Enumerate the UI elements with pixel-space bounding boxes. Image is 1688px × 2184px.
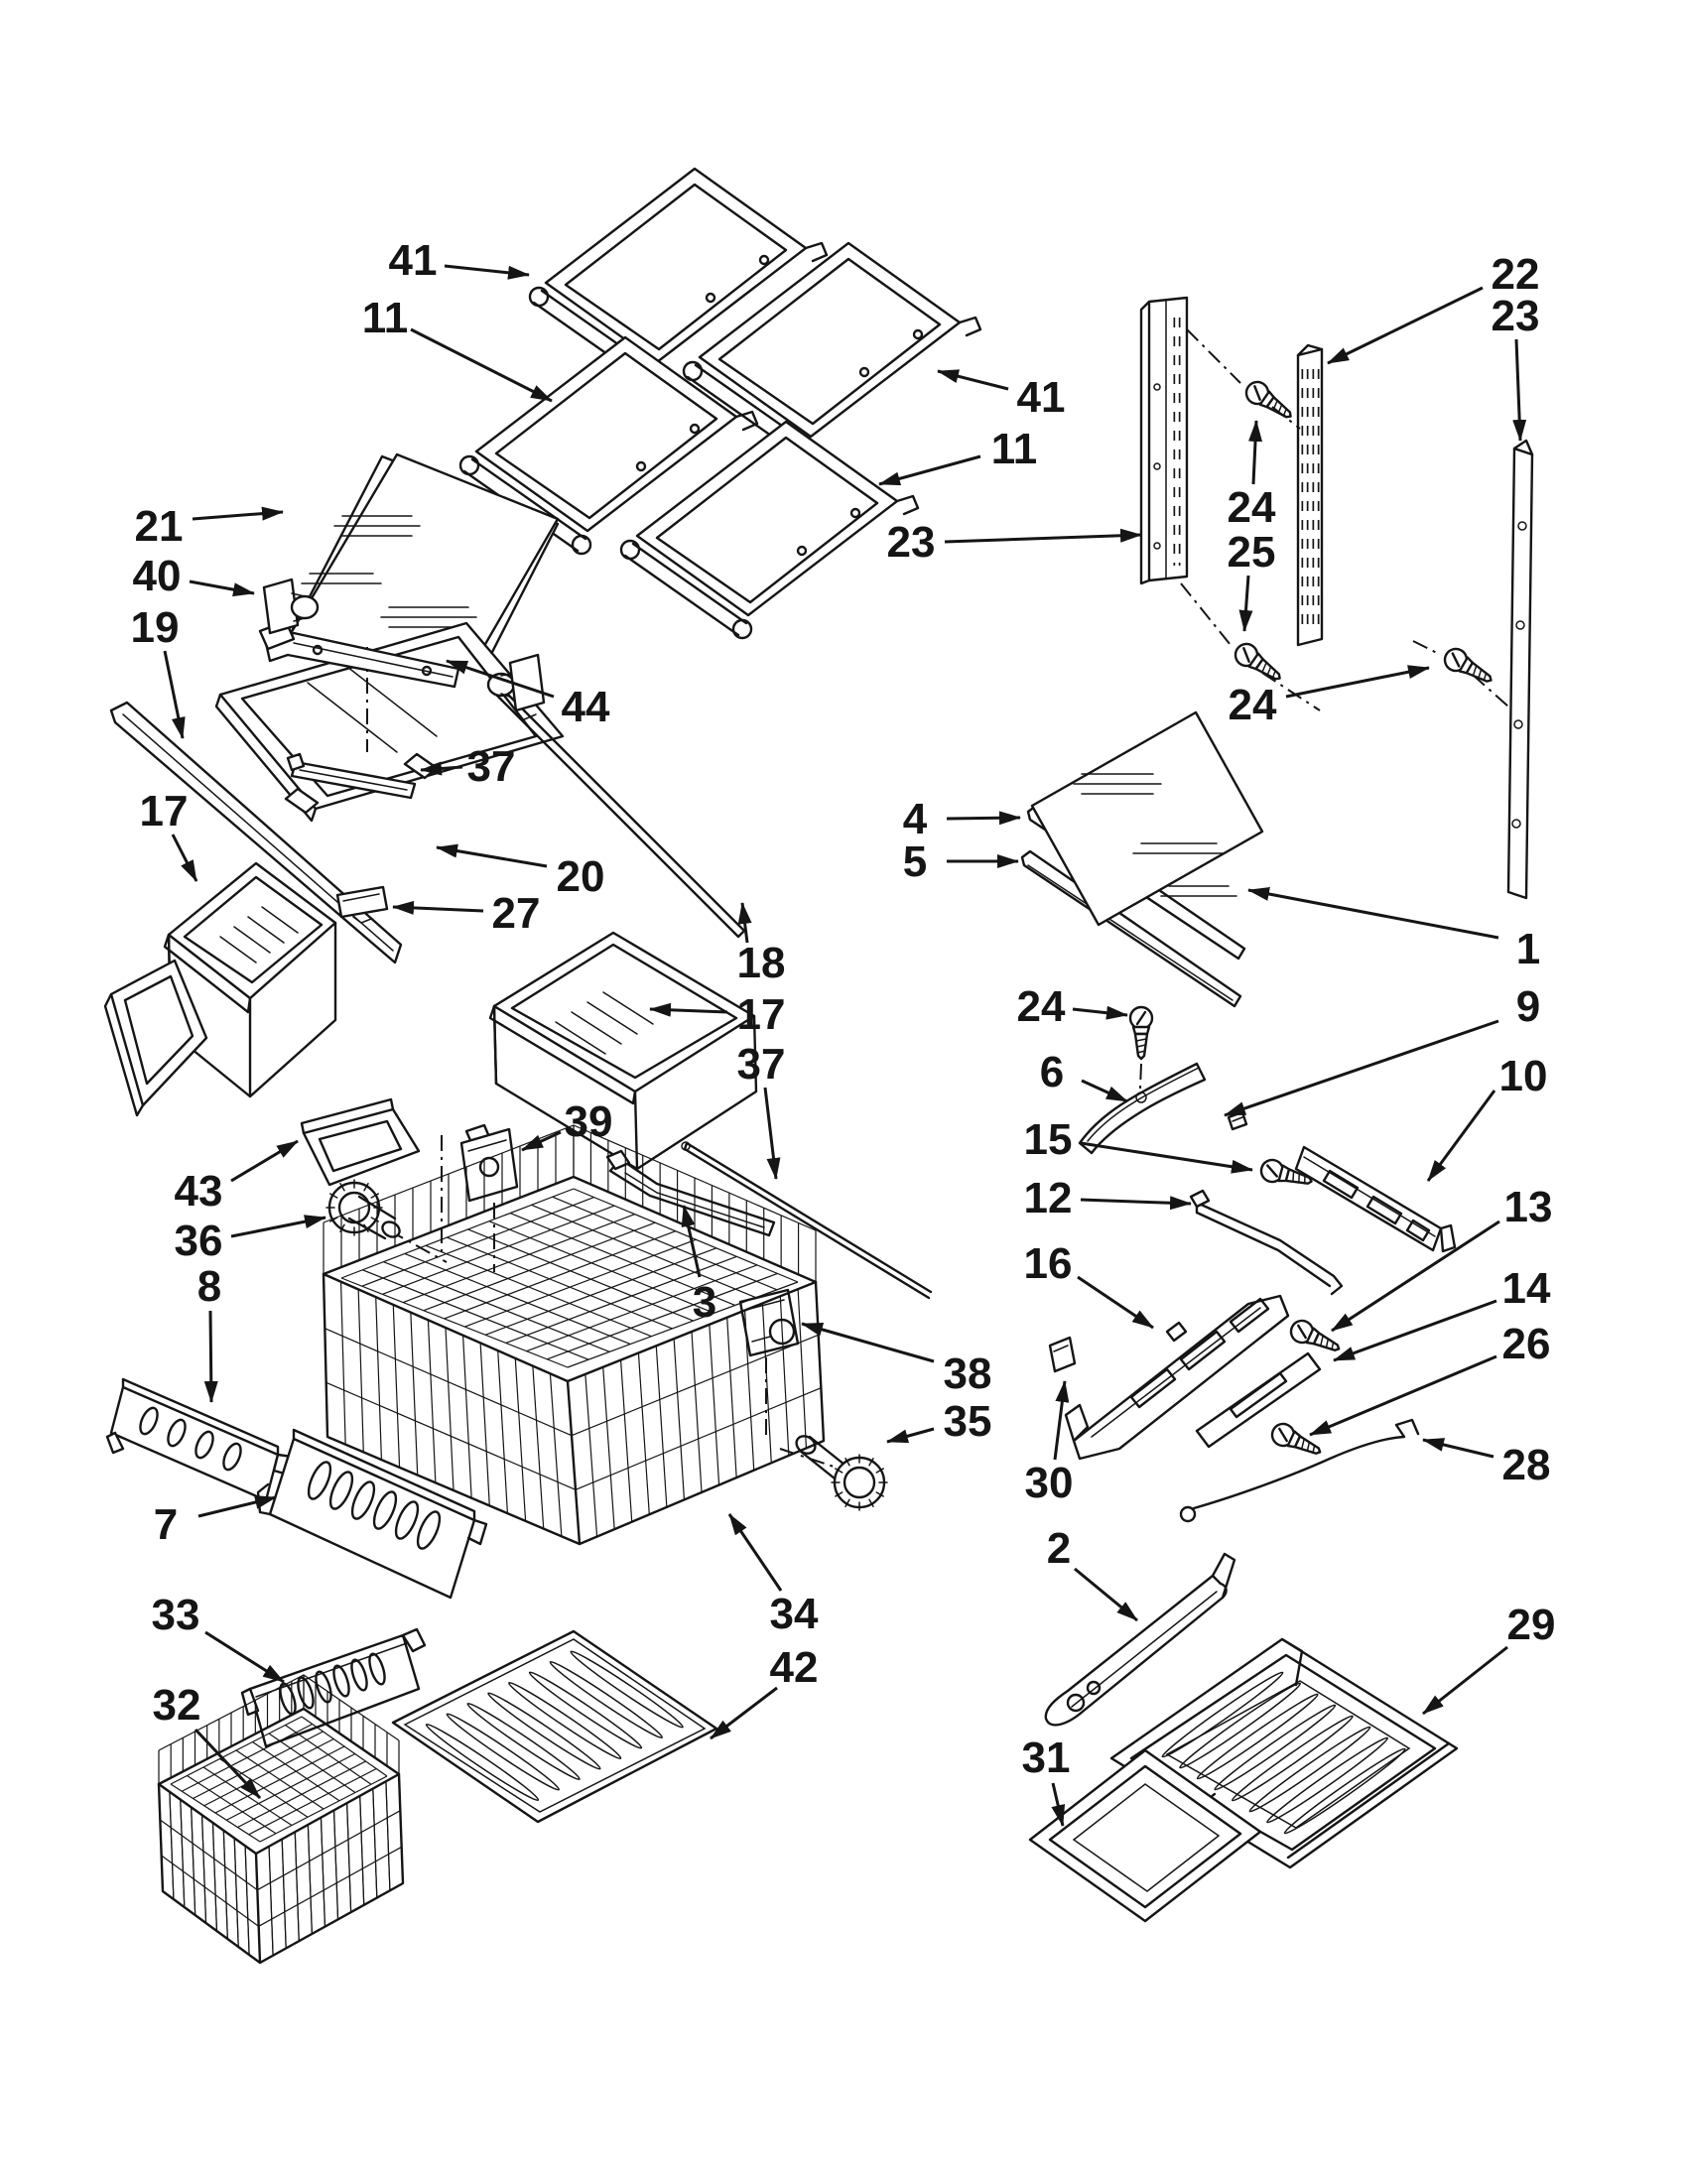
callout-label-23-4: 23 xyxy=(886,518,936,567)
callout-label-23-17: 23 xyxy=(1491,292,1540,340)
callout-arrow-15-28 xyxy=(1081,1143,1252,1170)
callout-label-2-44: 2 xyxy=(1046,1524,1072,1573)
part-drawer-17-a xyxy=(165,863,335,1096)
callout-label-11-3: 11 xyxy=(990,425,1038,473)
callout-label-15-28: 15 xyxy=(1023,1115,1073,1164)
callout-label-5-22: 5 xyxy=(902,837,928,886)
callout-arrow-9-25 xyxy=(1225,1021,1498,1115)
callout-arrow-29-48 xyxy=(1423,1647,1507,1714)
callout-label-1-23: 1 xyxy=(1515,925,1541,973)
callout-arrow-43-36 xyxy=(231,1141,298,1181)
part-rod-37 xyxy=(682,1142,931,1298)
callout-label-24-20: 24 xyxy=(1228,681,1277,729)
callout-arrow-4-21 xyxy=(947,818,1020,819)
callout-label-14-32: 14 xyxy=(1501,1264,1551,1313)
callout-label-7-42: 7 xyxy=(153,1500,179,1549)
callout-arrow-22-16 xyxy=(1328,288,1483,363)
callout-arrow-36-37 xyxy=(231,1218,325,1236)
callout-label-20-11: 20 xyxy=(556,852,605,901)
part-hang-rail-23 xyxy=(1298,345,1322,645)
callout-label-22-16: 22 xyxy=(1491,250,1540,299)
callout-arrow-21-5 xyxy=(193,512,283,519)
callout-label-12-29: 12 xyxy=(1023,1174,1073,1222)
callout-label-43-36: 43 xyxy=(174,1167,223,1216)
part-bracket-10 xyxy=(1296,1147,1455,1251)
part-wire-shelf-42 xyxy=(393,1631,716,1822)
callout-arrow-23-4 xyxy=(945,535,1141,542)
part-support-6 xyxy=(1080,1064,1205,1153)
callout-arrow-12-29 xyxy=(1081,1200,1191,1204)
callout-label-40-6: 40 xyxy=(132,552,182,600)
callout-arrow-39-35 xyxy=(522,1132,561,1150)
callout-arrow-17-10 xyxy=(173,835,196,881)
callout-arrow-37-15 xyxy=(765,1088,776,1179)
callout-label-28-34: 28 xyxy=(1501,1441,1551,1489)
callout-label-41-2: 41 xyxy=(1016,373,1066,422)
part-gear-35 xyxy=(793,1433,887,1510)
callout-label-42-45: 42 xyxy=(769,1643,819,1692)
callout-arrow-34-43 xyxy=(729,1514,781,1591)
callout-label-30-50: 30 xyxy=(1024,1459,1074,1507)
callout-arrow-3-39 xyxy=(684,1206,700,1277)
callout-arrow-41-0 xyxy=(445,266,529,275)
callout-arrow-23-17 xyxy=(1516,339,1520,441)
callout-label-17-14: 17 xyxy=(736,990,786,1039)
callout-label-6-26: 6 xyxy=(1039,1048,1065,1096)
part-side-rail-8 xyxy=(107,1379,292,1500)
callout-arrow-38-40 xyxy=(802,1324,934,1361)
callout-arrow-30-50 xyxy=(1055,1381,1065,1460)
callout-arrow-11-3 xyxy=(879,456,980,484)
callout-label-4-21: 4 xyxy=(902,795,928,843)
callout-arrow-6-26 xyxy=(1082,1081,1127,1101)
callout-label-10-27: 10 xyxy=(1498,1052,1548,1100)
part-gear-36 xyxy=(326,1180,402,1240)
callout-arrow-2-44 xyxy=(1075,1569,1137,1620)
callout-label-27-12: 27 xyxy=(491,889,541,938)
callout-arrow-14-32 xyxy=(1334,1301,1496,1360)
callout-arrow-18-13 xyxy=(742,903,747,943)
callout-arrow-35-41 xyxy=(887,1429,934,1442)
part-latch-39 xyxy=(461,1125,517,1201)
part-clip-30 xyxy=(1050,1338,1075,1371)
part-bracket-16 xyxy=(1066,1296,1288,1459)
callout-label-32-47: 32 xyxy=(152,1681,201,1730)
callout-label-34-43: 34 xyxy=(769,1590,819,1638)
callout-label-37-15: 37 xyxy=(736,1040,786,1089)
callout-label-19-7: 19 xyxy=(130,603,180,652)
callout-label-37-9: 37 xyxy=(466,742,516,791)
part-screw-26 xyxy=(1268,1420,1324,1462)
callout-label-24-18: 24 xyxy=(1227,483,1276,532)
part-screw-24-top xyxy=(1242,378,1297,426)
callout-arrow-20-11 xyxy=(437,847,547,866)
part-hang-rail-22 xyxy=(1141,298,1187,583)
callout-label-25-19: 25 xyxy=(1227,528,1276,577)
callout-label-16-30: 16 xyxy=(1023,1239,1073,1288)
callout-arrow-24-20 xyxy=(1286,668,1429,697)
callout-label-18-13: 18 xyxy=(736,939,786,987)
callout-label-38-40: 38 xyxy=(943,1349,992,1398)
callout-label-44-8: 44 xyxy=(561,683,610,731)
callout-label-39-35: 39 xyxy=(564,1097,613,1146)
callout-arrow-24-24 xyxy=(1073,1009,1127,1015)
part-trim-strip-23 xyxy=(1508,441,1532,898)
callout-label-35-41: 35 xyxy=(943,1397,992,1446)
callout-label-9-25: 9 xyxy=(1515,982,1541,1031)
callout-arrow-10-27 xyxy=(1428,1091,1494,1181)
part-handle-43 xyxy=(302,1099,419,1185)
callout-arrow-16-30 xyxy=(1078,1277,1153,1328)
callout-arrow-27-12 xyxy=(393,907,483,911)
callout-arrow-40-6 xyxy=(190,581,254,593)
callout-arrow-24-18 xyxy=(1253,421,1256,484)
callout-arrow-28-34 xyxy=(1423,1440,1493,1457)
callout-label-21-5: 21 xyxy=(134,502,184,551)
part-clip-9 xyxy=(1229,1112,1246,1129)
callout-label-17-10: 17 xyxy=(139,787,189,835)
callout-label-13-31: 13 xyxy=(1503,1183,1553,1231)
part-screw-24-mid xyxy=(1130,1007,1152,1059)
callout-label-41-0: 41 xyxy=(388,236,438,285)
callout-arrow-33-46 xyxy=(205,1632,284,1682)
callout-arrow-11-1 xyxy=(411,329,552,401)
callout-label-26-33: 26 xyxy=(1501,1320,1551,1368)
callout-label-31-49: 31 xyxy=(1021,1734,1071,1782)
part-rail-12 xyxy=(1191,1191,1342,1294)
part-screw-24-right xyxy=(1441,645,1496,690)
callout-arrow-25-19 xyxy=(1244,576,1248,631)
callout-arrow-8-38 xyxy=(210,1311,211,1402)
part-drawer-17-b xyxy=(490,933,756,1169)
callout-arrow-42-45 xyxy=(711,1688,777,1738)
callout-label-11-1: 11 xyxy=(361,294,409,342)
callout-arrow-1-23 xyxy=(1248,890,1498,938)
callout-label-29-48: 29 xyxy=(1506,1601,1556,1649)
callout-arrow-19-7 xyxy=(165,651,183,738)
callout-label-36-37: 36 xyxy=(174,1217,223,1265)
callout-label-24-24: 24 xyxy=(1016,982,1066,1031)
callout-arrow-41-2 xyxy=(938,371,1008,389)
part-screw-13 xyxy=(1287,1317,1343,1358)
callout-label-33-46: 33 xyxy=(151,1591,200,1639)
callout-label-3-39: 3 xyxy=(692,1278,717,1327)
callout-label-8-38: 8 xyxy=(196,1262,222,1311)
